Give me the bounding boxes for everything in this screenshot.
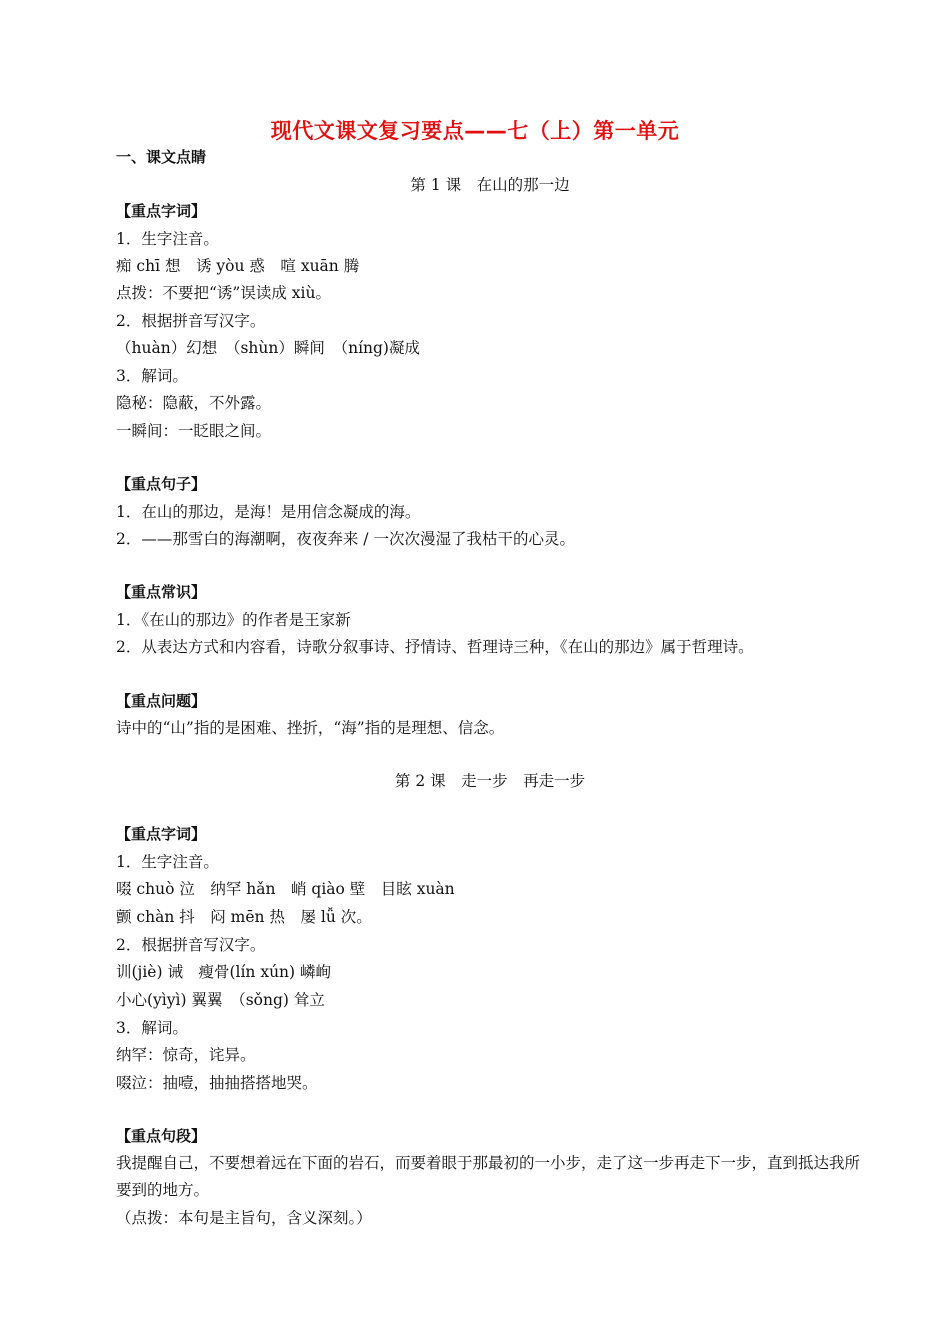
text-line: 小心(yìyì) 翼翼 （sǒng) 耸立 <box>116 991 325 1009</box>
section-heading: 一、课文点睛 <box>116 148 207 166</box>
paragraph-text: 我提醒自己，不要想着远在下面的岩石，而要着眼于那最初的一小步，走了这一步再走下一步，直到抵达我所要到的地方。 <box>116 1154 861 1199</box>
text-line: 1．生字注音。 <box>116 853 219 871</box>
subsection-heading: 【重点常识】 <box>116 583 207 601</box>
text-line: 点拨：不要把“诱”误读成 xiù。 <box>116 284 331 302</box>
text-line: 痴 chī 想 诱 yòu 惑 喧 xuān 腾 <box>116 257 360 275</box>
text-line: 2．——那雪白的海潮啊，夜夜奔来 / 一次次漫湿了我枯干的心灵。 <box>116 530 575 548</box>
paragraph <box>116 1150 868 1204</box>
text-line: 2．根据拼音写汉字。 <box>116 312 266 330</box>
lesson-heading: 第 2 课 走一步 再走一步 <box>394 772 586 790</box>
subsection-heading: 【重点句子】 <box>116 475 207 493</box>
page-title: 现代文课文复习要点——七（上）第一单元 <box>270 119 680 143</box>
text-line: 纳罕：惊奇，诧异。 <box>116 1046 256 1064</box>
text-line: 1．《在山的那边》的作者是王家新 <box>116 611 351 629</box>
text-line: 啜泣：抽噎，抽抽搭搭地哭。 <box>116 1074 318 1092</box>
text-line: （点拨：本句是主旨句，含义深刻。） <box>116 1209 372 1227</box>
subsection-heading: 【重点字词】 <box>116 825 207 843</box>
subsection-heading: 【重点字词】 <box>116 202 207 220</box>
text-line: 2．根据拼音写汉字。 <box>116 936 266 954</box>
text-line: （huàn）幻想 （shùn）瞬间 （níng)凝成 <box>116 339 420 357</box>
subsection-heading: 【重点句段】 <box>116 1127 207 1145</box>
text-line: 2．从表达方式和内容看，诗歌分叙事诗、抒情诗、哲理诗三种，《在山的那边》属于哲理诗。 <box>116 638 754 656</box>
text-line: 训(jiè) 诫 瘦骨(lín xún) 嶙峋 <box>116 963 332 981</box>
text-line: 啜 chuò 泣 纳罕 hǎn 峭 qiào 壁 目眩 xuàn <box>116 880 455 898</box>
subsection-heading: 【重点问题】 <box>116 692 207 710</box>
text-line: 诗中的“山”指的是困难、挫折，“海”指的是理想、信念。 <box>116 719 505 737</box>
text-line: 3．解词。 <box>116 367 188 385</box>
lesson-heading: 第 1 课 在山的那一边 <box>410 176 570 194</box>
text-line: 颤 chàn 抖 闷 mēn 热 屡 lǚ 次。 <box>116 908 372 926</box>
text-line: 隐秘：隐蔽，不外露。 <box>116 394 272 412</box>
text-line: 1．生字注音。 <box>116 230 219 248</box>
text-line: 一瞬间：一眨眼之间。 <box>116 422 272 440</box>
text-line: 1．在山的那边，是海！是用信念凝成的海。 <box>116 503 421 521</box>
text-line: 3．解词。 <box>116 1019 188 1037</box>
